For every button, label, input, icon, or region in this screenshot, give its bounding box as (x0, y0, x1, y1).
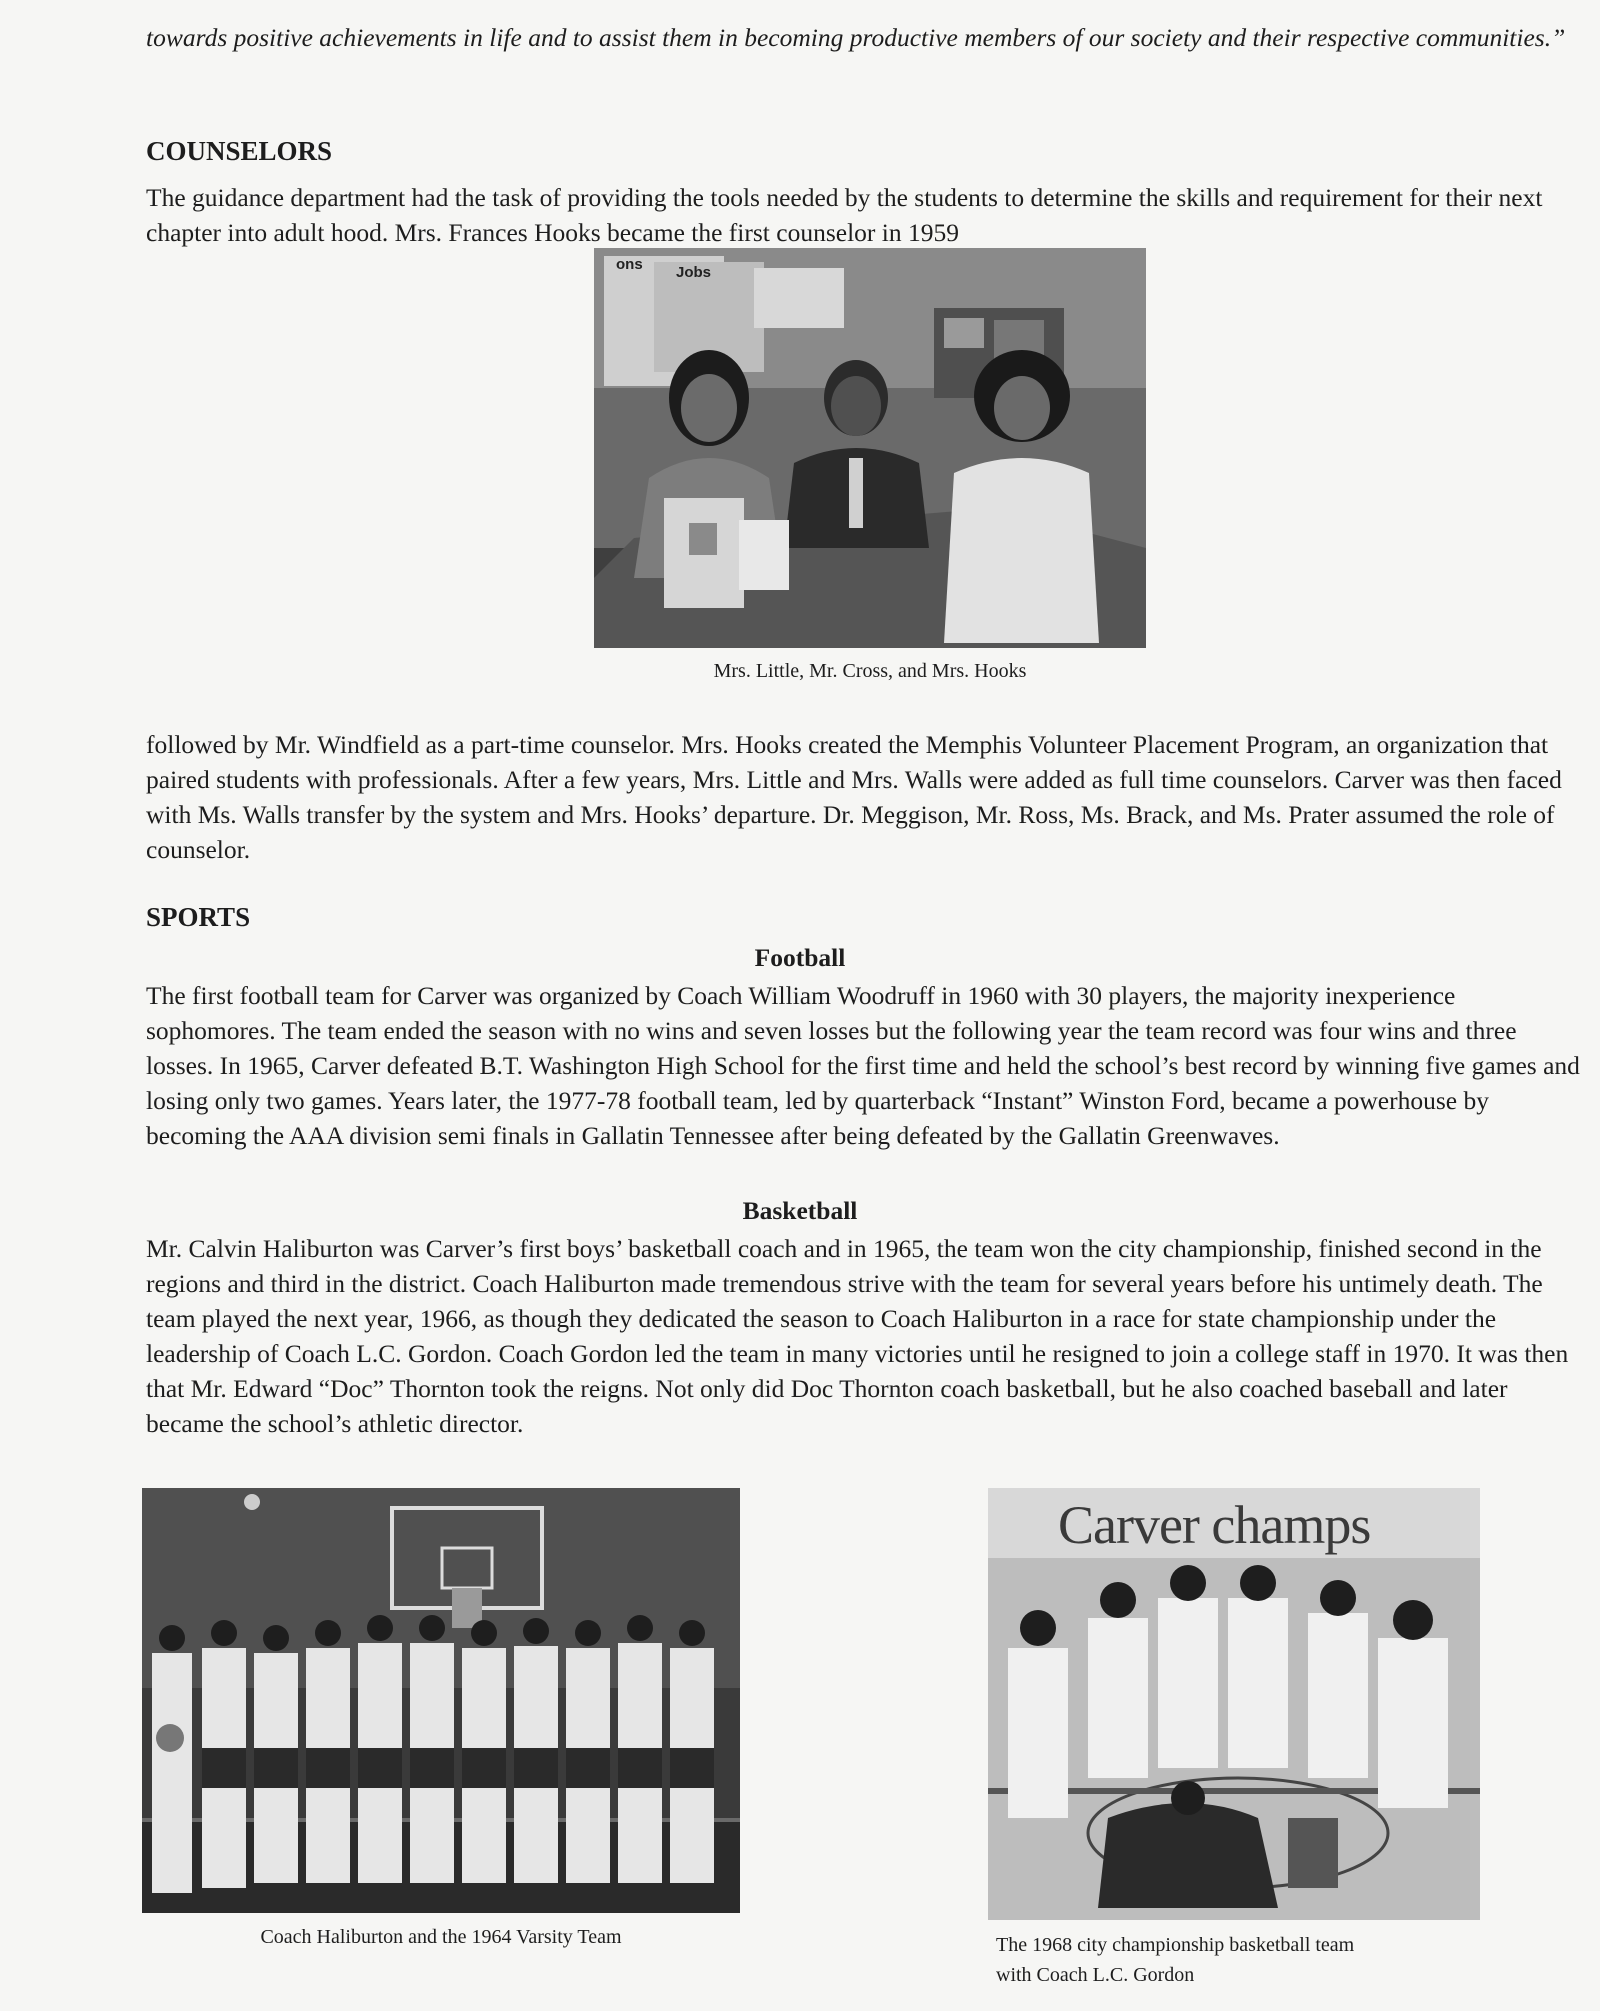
football-heading: Football (754, 943, 846, 972)
carver-champs-headline: Carver champs (1058, 1495, 1371, 1555)
city-championship-caption-line-1: The 1968 city championship basketball team (996, 1934, 1355, 1956)
counselors-paragraph-1: The guidance department had the task of providing the tools needed by the students to determine the skills and requirement for their next chapter into adult hood. Mrs. Frances Hooks became the first counselor in 1959 (146, 183, 1543, 247)
counselors-paragraph-2: followed by Mr. Windfield as a part-time counselor. Mrs. Hooks created the Memphis Volunteer Placement Program, an organization that paired students with professionals. After a few years, Mrs. Little and Mrs. Walls were added as full time counselors. Carver was then faced with Ms. Walls transfer by the system and Mrs. Hooks’ departure. Dr. Meggison, Mr. Ross, Ms. Brack, and Ms. Prater assumed the role of counselor. (146, 730, 1562, 864)
football-paragraph: The first football team for Carver was organized by Coach William Woodruff in 1960 with 30 players, the majority inexperience sophomores. The team ended the season with no wins and seven losses but the following year the team record was four wins and three losses. In 1965, Carver defeated B.T. Washington High School for the first time and held the school’s best record by winning five games and losing only two games. Years later, the 1977-78 football team, led by quarterback “Instant” Winston Ford, became a powerhouse by becoming the AAA division semi finals in Gallatin Tennessee after being defeated by the Gallatin Greenwaves. (146, 981, 1580, 1150)
varsity-team-photo (142, 1488, 740, 1913)
photo-sign-ons: ons (616, 256, 643, 273)
sports-heading: SPORTS (146, 902, 251, 932)
counselors-photo (594, 248, 1146, 648)
basketball-heading: Basketball (742, 1196, 858, 1225)
city-championship-caption-line-2: with Coach L.C. Gordon (996, 1964, 1195, 1986)
basketball-paragraph: Mr. Calvin Haliburton was Carver’s first boys’ basketball coach and in 1965, the team won the city championship, finished second in the regions and third in the district. Coach Haliburton made tremendous strive with the team for several years before his untimely death. The team played the next year, 1966, as though they dedicated the season to Coach Haliburton in a race for state championship under the leadership of Coach L.C. Gordon. Coach Gordon led the team in many victories until he resigned to join a college staff in 1970. It was then that Mr. Edward “Doc” Thornton took the reigns. Not only did Doc Thornton coach basketball, but he also coached baseball and later became the school’s athletic director. (146, 1234, 1569, 1438)
counselors-photo-caption: Mrs. Little, Mr. Cross, and Mrs. Hooks (713, 660, 1027, 682)
city-championship-caption (996, 1930, 1556, 1990)
intro-quote: towards positive achievements in life and to assist them in becoming productive members of our society and their respective communities.” (146, 23, 1566, 52)
varsity-team-caption: Coach Haliburton and the 1964 Varsity Team (260, 1926, 622, 1948)
photo-sign-jobs: Jobs (676, 264, 712, 281)
city-championship-photo (988, 1488, 1480, 1920)
counselors-heading: COUNSELORS (146, 136, 333, 166)
